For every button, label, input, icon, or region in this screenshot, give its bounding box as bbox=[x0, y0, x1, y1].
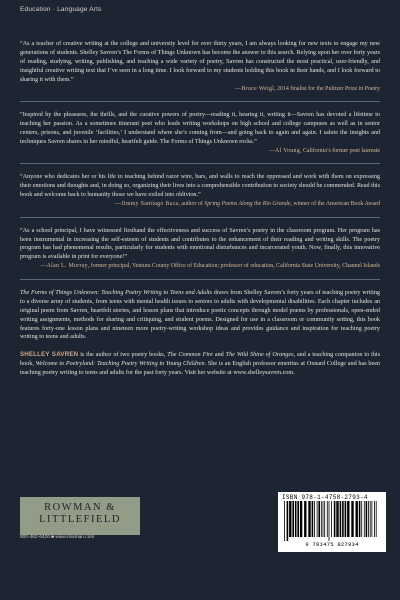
blurb-attribution bbox=[20, 200, 380, 209]
blurb-attribution bbox=[20, 262, 380, 271]
barcode-bar bbox=[347, 501, 349, 537]
blurb-affiliation: , former principal, Ventura County Office of Education; professor of education, California State University, Channel Islands bbox=[87, 263, 380, 270]
author-bio bbox=[20, 351, 380, 378]
barcode-bar bbox=[340, 501, 342, 537]
blurb-affiliation: , author of bbox=[178, 201, 205, 208]
barcode-bar bbox=[366, 501, 368, 537]
barcode-bar bbox=[295, 501, 297, 537]
barcode-bar bbox=[318, 501, 320, 537]
barcode-bar bbox=[356, 501, 358, 537]
publisher-name-line2: LITTLEFIELD bbox=[39, 514, 121, 525]
bio-text: . She is an English professor emeritus at Oxnard College and has been teaching poetry writing to teens and adults for the past forty years. Visit her website at www.shelleysavren.com. bbox=[20, 361, 380, 377]
barcode-bar bbox=[342, 501, 344, 537]
blurb-author: —Al Young bbox=[268, 147, 301, 154]
barcode-bar bbox=[297, 501, 299, 537]
barcode-bar bbox=[314, 501, 315, 537]
barcode-bar bbox=[321, 501, 322, 537]
barcode-bar bbox=[304, 501, 306, 537]
barcode-bar bbox=[324, 501, 325, 537]
barcode-bar bbox=[374, 501, 375, 537]
blurb-affiliation: , 2014 finalist for the Pulitzer Prize in Poetry bbox=[274, 85, 380, 92]
back-cover-text bbox=[20, 40, 380, 378]
blurb-quote: “As a teacher of creative writing at the college and university level for over thirty years, I am always looking for new texts to engage my new generations of students. Shelley Savren’s The Forms of Things Unknown has become the answer to this search. Relying upon her over forty years of reading, studying, writing, publishing, and teaching a wide variety of poetry, Savren has constructed the most practical, user-friendly, and insightful creative writing text that I’ve seen in a long time. I look forward to my students holding this book in their hands, and I look forward to sharing it with them.” bbox=[20, 41, 380, 83]
barcode-bar bbox=[336, 501, 338, 537]
barcode-bar bbox=[323, 501, 324, 537]
divider bbox=[20, 101, 380, 102]
blurb-attribution bbox=[20, 85, 380, 94]
book-title: Welcome to Poetryland: Teaching Poetry Writing to Young Children bbox=[35, 361, 205, 368]
barcode-bar bbox=[300, 501, 302, 537]
barcode-bar bbox=[329, 501, 330, 541]
bio-text: , and a teaching companion to this book, bbox=[20, 352, 380, 368]
blurb-author: —Alan L. Murray bbox=[40, 263, 88, 270]
barcode-bar bbox=[370, 501, 371, 537]
blurb-author: —Jimmy Santiago Baca bbox=[115, 201, 179, 208]
isbn-number: ISBN 978-1-4758-2793-4 bbox=[282, 494, 368, 501]
book-description bbox=[20, 289, 380, 342]
barcode-bar bbox=[361, 501, 362, 537]
publisher-logo bbox=[20, 497, 140, 535]
barcode-bar bbox=[284, 501, 285, 541]
description-text: draws from Shelley Savren’s forty years of teaching poetry writing to a diverse array of students, from teens with mental health issues to seniors to adults with developmental disabilities. Each chapter includes an original poem from Savren, heartfelt stories, and lesson plans that introduce poetic concepts through model poems by professionals, open-ended writing assignments, methods for sharing and critiquing, and student poems. Designed for use in a classroom or community setting, this book features forty-one lesson plans and nineteen more poetry-writing workshop ideas and provides guidance and inspiration for teaching poetry writing to teens and adults. bbox=[20, 289, 380, 341]
blurb-book-title: Spring Poems Along the Rio Grande bbox=[204, 201, 291, 208]
blurb-author: —Bruce Weigl bbox=[235, 85, 275, 92]
barcode-digits: 9 781475 827934 bbox=[305, 541, 359, 548]
barcode-bar bbox=[287, 501, 289, 541]
book-title: The Wild Shine of Oranges bbox=[225, 352, 294, 359]
barcode-bar bbox=[368, 501, 369, 537]
barcode-bar bbox=[351, 501, 353, 537]
publisher-contact: 800-462-6420 ■ www.rowman.com bbox=[20, 535, 95, 540]
barcode-bar bbox=[372, 501, 373, 537]
blurb-affiliation: , California’s former poet laureate bbox=[300, 147, 380, 154]
barcode-bar bbox=[331, 501, 332, 537]
barcode-bar bbox=[364, 501, 365, 537]
book-title: The Common Fire bbox=[167, 352, 213, 359]
blurb-affiliation: , winner of the American Book Award bbox=[290, 201, 380, 208]
barcode-bar bbox=[317, 501, 318, 537]
barcode-bar bbox=[327, 501, 328, 537]
barcode-bar bbox=[376, 501, 377, 537]
isbn-barcode bbox=[278, 492, 386, 552]
category-label: Education · Language Arts bbox=[20, 6, 102, 13]
blurb-quote: “Inspired by the pleasures, the thrills, and the curative powers of poetry—reading it, hearing it, writing it—Savren has devoted a lifetime to teaching her passion. As a sometimes itinerant poet who leads writing workshops on high school and college campuses as well as in senior centers, prisons, and juvenile ‘facilities,’ I understand where she’s coming from—and going back to again and again. I salute the insights and techniques Savren shares in her mindful, heartfelt guide. The Forms of Things Unknown rocks.” bbox=[20, 112, 380, 145]
book-title: The Forms of Things Unknown: Teaching Poetry Writing to Teens and Adults bbox=[20, 289, 213, 296]
author-name: SHELLEY SAVREN bbox=[20, 351, 79, 359]
divider bbox=[20, 279, 380, 280]
publisher-name-line1: ROWMAN & bbox=[44, 502, 116, 513]
barcode-bar bbox=[308, 501, 310, 537]
blurb-quote: “As a school principal, I have witnessed firsthand the effectiveness and success of Savren’s poetry in the classroom program. Her program has been instrumental in increasing the self-esteem of students and contributes to the enhancement of their reading and writing skills. The poetry program has had phenomenal results, particularly for students with emotional disturbances and incarcerated youth. Now, finally, this innovative program is available in print for everyone!” bbox=[20, 227, 380, 261]
barcode-bar bbox=[289, 501, 291, 537]
bio-text: is the author of two poetry books, bbox=[78, 352, 168, 359]
blurb-quote: “Anyone who dedicates her or his life to teaching behind razor wire, bars, and walls to reach the oppressed and work with them on expressing their emotions and thoughts and, in doing so, organizing their lives into a comprehensible contribution to society should be commended. Read this book and welcome back to humanity those we have exiled into oblivion.” bbox=[20, 174, 380, 199]
bio-text: and bbox=[212, 352, 226, 359]
barcode-bar bbox=[334, 501, 336, 537]
divider bbox=[20, 163, 380, 164]
barcode-bar bbox=[345, 501, 347, 537]
blurb-attribution bbox=[20, 147, 380, 156]
barcode-bars bbox=[278, 501, 386, 541]
barcode-bar bbox=[312, 501, 314, 537]
divider bbox=[20, 217, 380, 218]
barcode-bar bbox=[359, 501, 361, 537]
barcode-bar bbox=[292, 501, 294, 537]
